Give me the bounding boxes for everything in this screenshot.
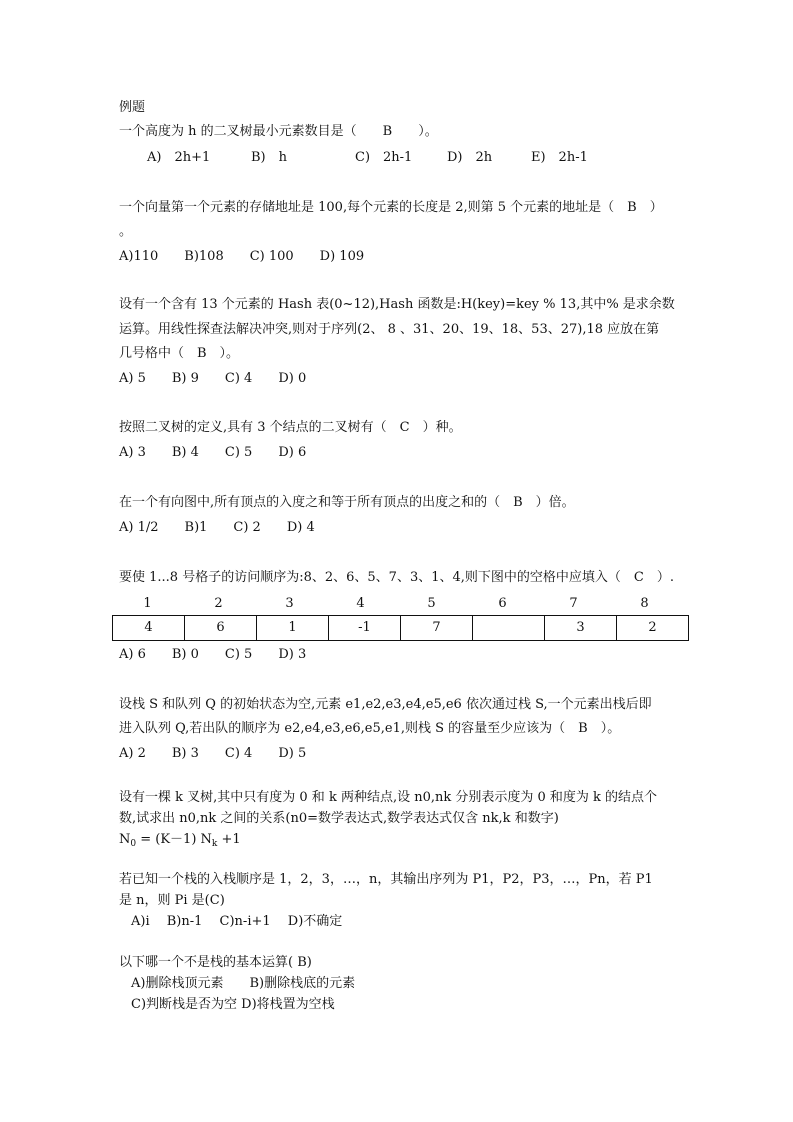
q9-line2: 是 n，则 Pi 是(C) [119,893,225,908]
q3-line1: 设有一个含有 13 个元素的 Hash 表(0~12),Hash 函数是:H(key)=key % 13,其中% 是求余数 [119,297,675,312]
q9-line1: 若已知一个栈的入栈顺序是 1，2，3，…，n，其输出序列为 P1，P2，P3，…，Pn，若 P1 [119,872,653,887]
q6-options: A) 6 B) 0 C) 5 D) 3 [119,647,307,662]
grid-header: 8 [640,596,649,611]
heading: 例题 [119,100,146,115]
q6-text: 要使 1...8 号格子的访问顺序为:8、2、6、5、7、3、1、4,则下图中的空格中应填入（ C ）. [119,570,674,585]
table-cell-empty [473,616,545,641]
q8-answer-n: N [119,832,131,847]
q8-answer-mid: = (K－1) N [136,832,212,847]
q3-line3: 几号格中（ B ）。 [119,346,240,361]
q1-option-a: A) 2h+1 [147,150,211,165]
slot-table [112,615,689,641]
grid-header: 7 [569,596,578,611]
q8-line2: 数,试求出 n0,nk 之间的关系(n0=数学表达式,数学表达式仅含 nk,k 和数字) [119,811,559,826]
table-cell: 1 [257,616,329,641]
q8-answer-end: +1 [217,832,241,847]
q2-line1: 一个向量第一个元素的存储地址是 100,每个元素的长度是 2,则第 5 个元素的地址是（ B ） [119,200,663,215]
table-cell: 2 [617,616,689,641]
grid-header: 3 [285,596,294,611]
q8-answer [119,832,241,849]
q1-option-b: B) h [251,150,287,165]
q10-options-1: A)删除栈顶元素 B)删除栈底的元素 [131,976,356,991]
q8-answer-subk: k [211,839,218,849]
q3-line2: 运算。用线性探查法解决冲突,则对于序列(2、 8 、31、20、19、18、53、27),18 应放在第 [119,322,660,337]
q7-line1: 设栈 S 和队列 Q 的初始状态为空,元素 e1,e2,e3,e4,e5,e6 依次通过栈 S,一个元素出栈后即 [119,697,652,712]
q3-options: A) 5 B) 9 C) 4 D) 0 [119,371,307,386]
grid-header: 5 [427,596,436,611]
q8-answer-sub0: 0 [130,839,137,849]
table-cell: 7 [401,616,473,641]
grid-header: 1 [143,596,152,611]
grid-header: 4 [356,596,365,611]
q10-options-2: C)判断栈是否为空 D)将栈置为空栈 [131,997,335,1012]
q7-line2: 进入队列 Q,若出队的顺序为 e2,e4,e3,e6,e5,e1,则栈 S 的容量至少应该为（ B ）。 [119,721,621,736]
q1-option-e: E) 2h-1 [531,150,588,165]
q5-text: 在一个有向图中,所有顶点的入度之和等于所有顶点的出度之和的（ B ）倍。 [119,495,575,510]
grid-header: 6 [498,596,507,611]
q2-options: A)110 B)108 C) 100 D) 109 [119,249,365,264]
table-cell: 3 [545,616,617,641]
grid-header: 2 [214,596,223,611]
table-cell: -1 [329,616,401,641]
q1-option-d: D) 2h [447,150,493,165]
table-cell: 4 [113,616,185,641]
q4-options: A) 3 B) 4 C) 5 D) 6 [119,445,307,460]
table-row [113,616,689,641]
q8-line1: 设有一棵 k 叉树,其中只有度为 0 和 k 两种结点,设 n0,nk 分别表示度为 0 和度为 k 的结点个 [119,790,658,805]
q10-text: 以下哪一个不是栈的基本运算( B) [119,955,312,970]
q1-text: 一个高度为 h 的二叉树最小元素数目是（ B ）。 [119,124,438,139]
table-cell: 6 [185,616,257,641]
q6-options-prev: A) 1/2 B)1 C) 2 D) 4 [119,520,315,535]
q1-option-c: C) 2h-1 [355,150,413,165]
q2-line2: 。 [119,224,133,239]
q4-text: 按照二叉树的定义,具有 3 个结点的二叉树有（ C ）种。 [119,420,462,435]
q7-options: A) 2 B) 3 C) 4 D) 5 [119,746,307,761]
q9-options: A)i B)n-1 C)n-i+1 D)不确定 [131,914,343,929]
